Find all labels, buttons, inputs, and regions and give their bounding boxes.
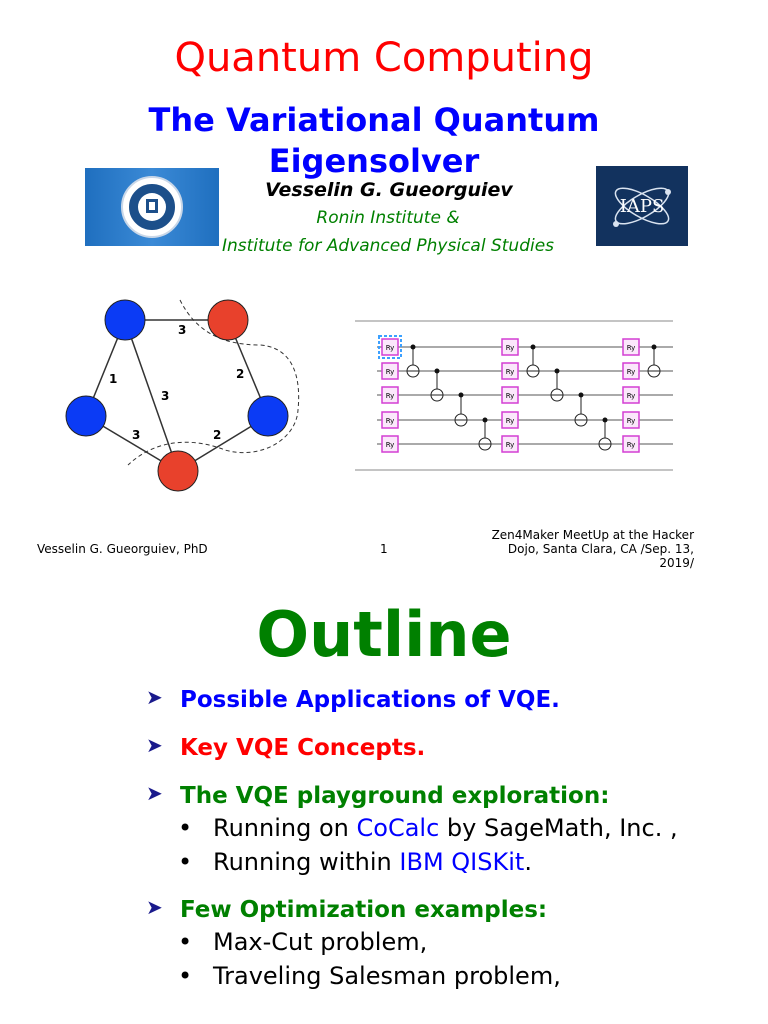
slide-title: Quantum Computing <box>174 35 594 81</box>
svg-text:Ry: Ry <box>626 441 636 449</box>
ry-gate <box>623 436 639 452</box>
dot-bullet-icon: • <box>178 814 193 842</box>
sub-bullet-text: Running within <box>213 848 400 876</box>
iaps-logo <box>596 166 688 246</box>
svg-text:Ry: Ry <box>505 417 515 425</box>
outline-list <box>146 686 746 990</box>
svg-text:Ry: Ry <box>505 392 515 400</box>
arrow-bullet-icon: ➤ <box>146 781 163 805</box>
cnot-gate <box>455 393 467 427</box>
sub-bullet <box>146 848 746 876</box>
footer-event-line: Zen4Maker MeetUp at the Hacker <box>491 528 694 542</box>
sub-bullet <box>146 962 746 990</box>
dot-bullet-icon: • <box>178 848 193 876</box>
footer-event-line: 2019/ <box>659 556 694 570</box>
graph-node-blue <box>105 300 145 340</box>
ry-gate <box>623 387 639 403</box>
cnot-gate <box>527 345 539 378</box>
sub-bullet <box>146 814 746 842</box>
qiskit-link[interactable]: IBM QISKit <box>399 848 525 876</box>
ry-gate <box>502 339 518 355</box>
svg-text:Ry: Ry <box>626 368 636 376</box>
bullet-text: Key VQE Concepts. <box>180 735 426 761</box>
edge-label: 2 <box>213 428 222 442</box>
graph-node-blue <box>66 396 106 436</box>
cnot-gate <box>599 418 611 451</box>
cnot-gate <box>551 369 563 402</box>
edge-label: 2 <box>236 367 245 381</box>
ry-gate <box>502 412 518 428</box>
edge-label: 3 <box>161 389 170 403</box>
ry-gate <box>502 436 518 452</box>
max-cut-graph <box>60 290 320 504</box>
dot-bullet-icon: • <box>178 928 193 956</box>
author-name: Vesselin G. Gueorguiev <box>265 179 513 201</box>
footer-author: Vesselin G. Gueorguiev, PhD <box>37 542 208 556</box>
cnot-gate <box>479 418 491 451</box>
outline-bullet <box>146 896 746 924</box>
sub-bullet-text: by SageMath, Inc. , <box>439 814 678 842</box>
ry-gate <box>623 363 639 379</box>
outline-bullet <box>146 734 746 762</box>
affiliation-line-2: Institute for Advanced Physical Studies <box>221 236 555 256</box>
ry-gate <box>382 363 398 379</box>
cnot-gate <box>431 369 443 402</box>
graph-node-red <box>158 451 198 491</box>
ry-gate <box>502 387 518 403</box>
cocalc-link[interactable]: CoCalc <box>356 814 440 842</box>
bullet-text: The VQE playground exploration: <box>180 783 610 809</box>
svg-text:Ry: Ry <box>505 441 515 449</box>
edge-label: 1 <box>109 372 118 386</box>
svg-text:Ry: Ry <box>385 441 395 449</box>
arrow-bullet-icon: ➤ <box>146 733 163 757</box>
outline-bullet <box>146 686 746 714</box>
cnot-gate <box>648 345 660 378</box>
ry-gate <box>379 336 401 358</box>
graph-node-red <box>208 300 248 340</box>
dot-bullet-icon: • <box>178 962 193 990</box>
bullet-text: Possible Applications of VQE. <box>180 687 560 713</box>
svg-text:Ry: Ry <box>385 344 395 352</box>
edge-label: 3 <box>132 428 141 442</box>
cnot-gate <box>575 393 587 427</box>
vqe-circuit-diagram <box>355 318 675 477</box>
outline-title: Outline <box>256 598 512 671</box>
svg-text:Ry: Ry <box>626 417 636 425</box>
affiliation-line-1: Ronin Institute & <box>316 208 460 228</box>
footer-event-line: Dojo, Santa Clara, CA /Sep. 13, <box>507 542 694 556</box>
edge-label: 3 <box>178 323 187 337</box>
svg-text:Ry: Ry <box>385 417 395 425</box>
footer-event <box>470 528 694 570</box>
svg-text:Ry: Ry <box>505 368 515 376</box>
bullet-text: Few Optimization examples: <box>180 897 548 923</box>
arrow-bullet-icon: ➤ <box>146 895 163 919</box>
svg-text:Ry: Ry <box>385 368 395 376</box>
ry-gate <box>382 412 398 428</box>
sub-bullet-text: . <box>524 848 532 876</box>
ry-gate <box>382 387 398 403</box>
sub-bullet-text: Traveling Salesman problem, <box>213 962 561 990</box>
iaps-logo-text: IAPS <box>619 196 665 217</box>
slide-subtitle: The Variational Quantum Eigensolver <box>148 101 600 180</box>
ry-gate <box>382 436 398 452</box>
svg-text:Ry: Ry <box>626 344 636 352</box>
svg-text:Ry: Ry <box>626 392 636 400</box>
ry-gate <box>623 339 639 355</box>
sub-bullet <box>146 928 746 956</box>
ry-gate <box>502 363 518 379</box>
cnot-gate <box>407 345 419 378</box>
outline-bullet <box>146 782 746 810</box>
svg-text:Ry: Ry <box>505 344 515 352</box>
sub-bullet-text: Max-Cut problem, <box>213 928 428 956</box>
graph-node-blue <box>248 396 288 436</box>
footer-page-number: 1 <box>380 542 388 556</box>
sub-bullet-text: Running on <box>213 814 357 842</box>
ry-gate <box>623 412 639 428</box>
svg-text:Ry: Ry <box>385 392 395 400</box>
arrow-bullet-icon: ➤ <box>146 685 163 709</box>
